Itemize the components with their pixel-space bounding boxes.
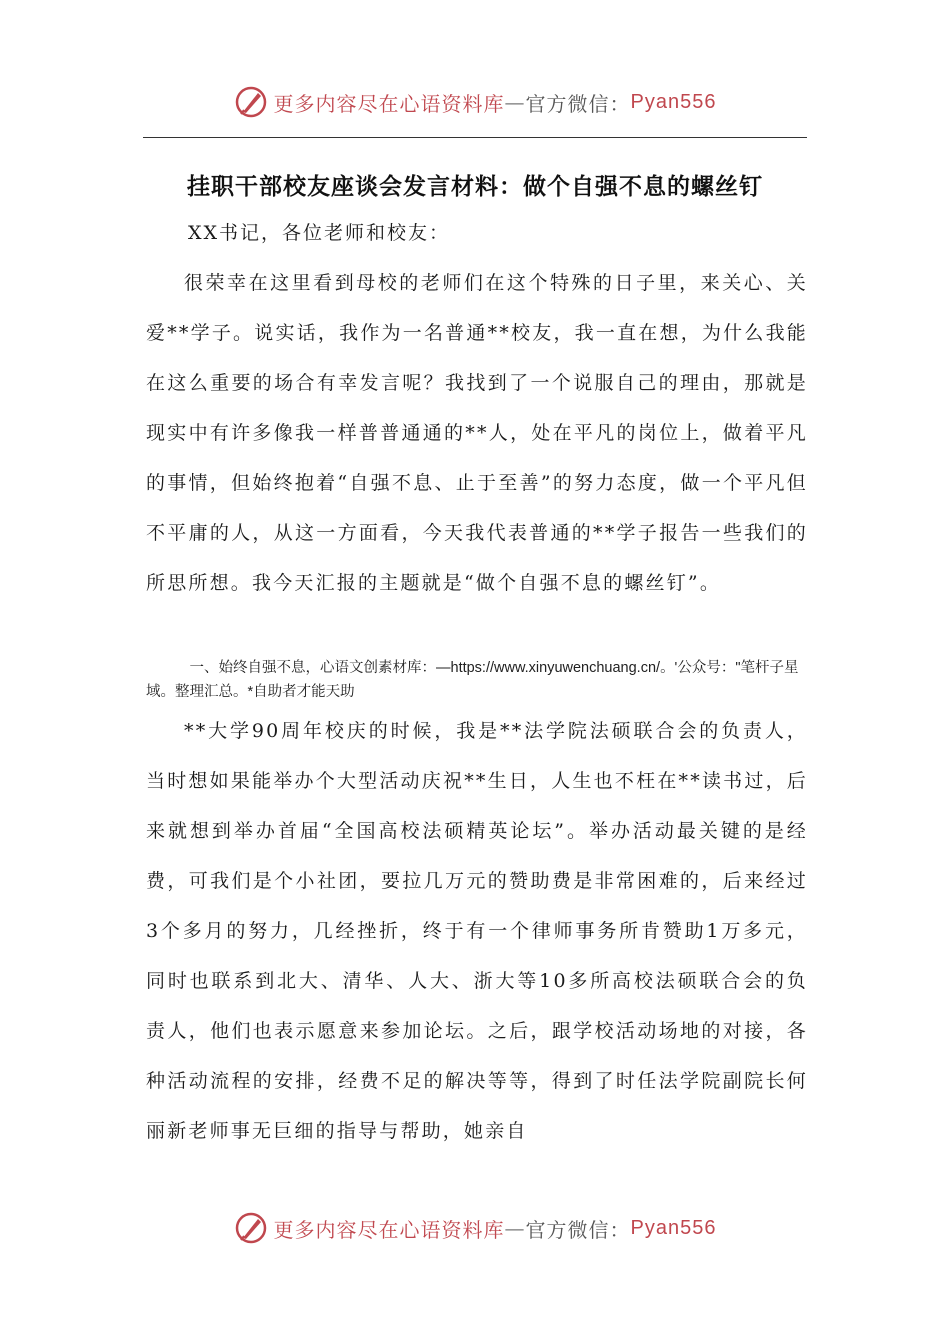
banner-lead-text: 更多内容尽在心语资料库 — [273, 91, 505, 116]
banner-wechat-id: Pyan556 — [630, 90, 717, 113]
quill-logo-icon — [234, 1211, 268, 1245]
section-heading-link[interactable]: https://www.xinyuwenchuang.cn/ — [450, 660, 661, 676]
section-heading-prefix: 一、始终自强不息，心语文创素材库：— — [189, 660, 451, 676]
banner-lead-text: 更多内容尽在心语资料库 — [273, 1217, 505, 1242]
quill-logo-icon — [234, 85, 268, 119]
banner-dash: — — [504, 1216, 526, 1240]
banner-wechat-id: Pyan556 — [630, 1216, 717, 1239]
banner-wechat-label: 官方微信： — [525, 91, 631, 116]
document-title: 挂职干部校友座谈会发言材料：做个自强不息的螺丝钉 — [187, 174, 763, 200]
header-banner — [0, 82, 950, 122]
section-heading-suffix: 。'公众号："笔杆子星域。整理汇总。*自助者才能天助 — [146, 660, 799, 700]
header-divider — [143, 137, 807, 138]
section-heading — [146, 656, 816, 704]
banner-wechat-label: 官方微信： — [525, 1217, 631, 1242]
banner-dash: — — [504, 90, 526, 114]
footer-banner — [0, 1208, 950, 1248]
salutation: XX书记，各位老师和校友： — [188, 222, 451, 244]
paragraph-anniversary: **大学90周年校庆的时候，我是**法学院法硕联合会的负责人，当时想如果能举办个大型活动庆祝**生日，人生也不枉在**读书过，后来就想到举办首届“全国高校法硕精英论坛”。举办活动最关键的是经费，可我们是个小社团，要拉几万元的赞助费是非常困难的，后来经过3个多月的努力，几经挫折，终于有一个律师事务所肯赞助1万多元，同时也联系到北大、清华、人大、浙大等10多所高校法硕联合会的负责人，他们也表示愿意来参加论坛。之后，跟学校活动场地的对接，各种活动流程的安排，经费不足的解决等等，得到了时任法学院副院长何丽新老师事无巨细的指导与帮助，她亲自 — [146, 720, 808, 1142]
paragraph-intro: 很荣幸在这里看到母校的老师们在这个特殊的日子里，来关心、关爱**学子。说实话，我作为一名普通**校友，我一直在想，为什么我能在这么重要的场合有幸发言呢？我找到了一个说服自己的理由，那就是现实中有许多像我一样普普通通的**人，处在平凡的岗位上，做着平凡的事情，但始终抱着“自强不息、止于至善”的努力态度，做一个平凡但不平庸的人，从这一方面看，今天我代表普通的**学子报告一些我们的所思所想。我今天汇报的主题就是“做个自强不息的螺丝钉”。 — [146, 272, 808, 594]
